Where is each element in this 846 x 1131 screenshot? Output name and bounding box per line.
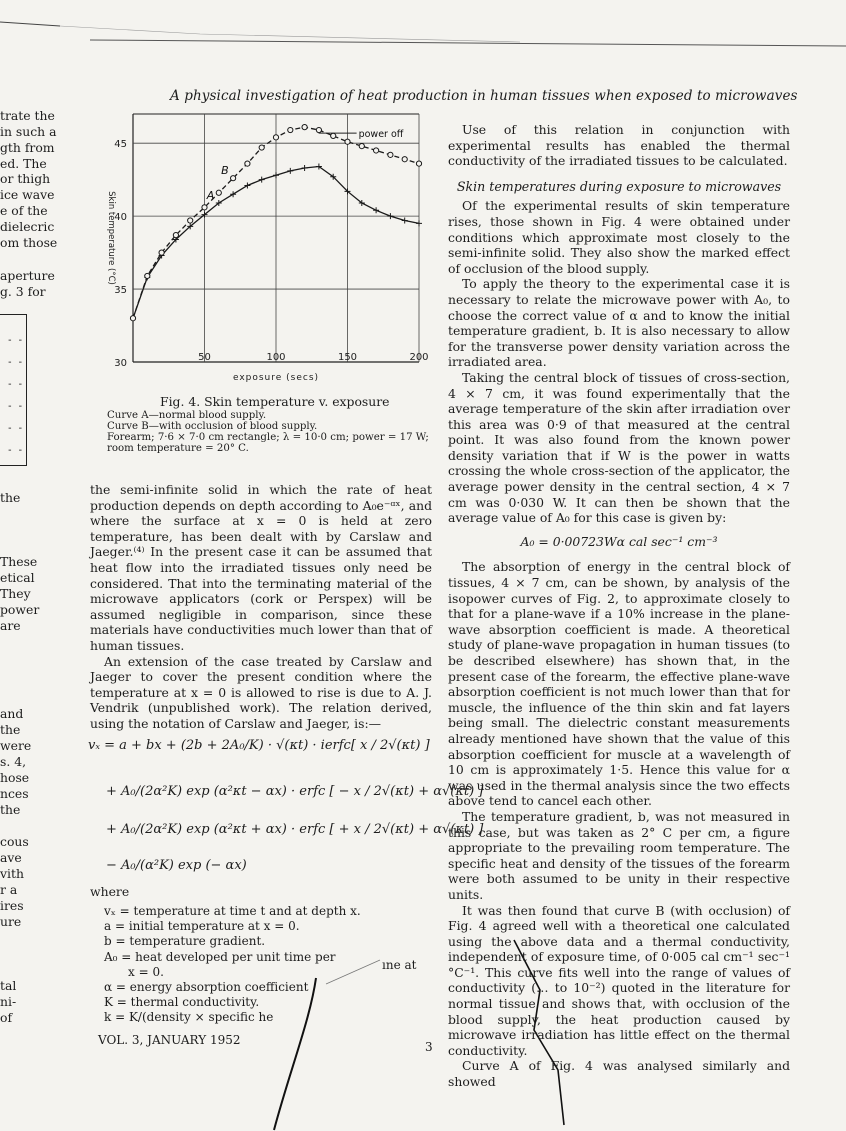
- x-axis-label: exposure (secs): [232, 373, 320, 383]
- definition: vₓ = temperature at time t and at depth x.: [104, 904, 361, 918]
- adjacent-page-fragment: aperture: [0, 268, 55, 283]
- data-point: [259, 177, 265, 183]
- definition-trail: ıne at: [382, 958, 417, 972]
- figure-note: Curve A—normal blood supply.: [107, 410, 267, 421]
- data-point: [388, 152, 393, 157]
- adjacent-page-fragment: ice wave: [0, 187, 55, 202]
- data-point: [245, 161, 250, 166]
- adjacent-page-fragment: These: [0, 554, 38, 569]
- series-label: B: [221, 164, 229, 178]
- definition: k = K/(density × specific he: [104, 1010, 274, 1025]
- equation-line-4: − A₀/(α²K) exp (− αx): [106, 858, 247, 873]
- paragraph: An extension of the case treated by Carslaw and Jaeger to cover the present condition where the temperature at x = 0 is allowed to rise is due to A. J. Vendrik (unpublished work). The relation derived, using the notation of Carslaw and Jaeger, is:—: [90, 653, 432, 731]
- data-point: [273, 172, 279, 178]
- data-point: [244, 182, 250, 188]
- paragraph: The temperature gradient, b, was not measured in this case, but was taken as 2° C per cm, a figure appropriate to the prevailing room temperature. The specific heat and density of the tissues of the forearm were both assumed to be unity in their respective units.: [448, 808, 790, 902]
- figure-note: Curve B—with occlusion of blood supply.: [107, 421, 318, 432]
- data-point: [145, 273, 150, 278]
- definition: a = initial temperature at x = 0.: [104, 919, 300, 934]
- adjacent-page-fragment: trate the: [0, 108, 55, 123]
- data-point: [231, 176, 236, 181]
- y-tick-label: 35: [114, 285, 127, 297]
- chart-labels: [106, 129, 404, 383]
- data-point: [402, 157, 407, 162]
- adjacent-page-fragment: vith: [0, 866, 24, 881]
- adjacent-page-fragment: hose: [0, 770, 30, 785]
- x-tick-label: 50: [198, 352, 211, 363]
- equation-line-2: + A₀/(2α²K) exp (α²κt − αx) · erfc [ − x / 2√(κt) + α√(κt) ]: [106, 784, 484, 799]
- data-point: [216, 190, 221, 195]
- paragraph: To apply the theory to the experimental case it is necessary to relate the microwave power with A₀, to choose the correct value of α and to know the initial temperature gradient, b. It is also necessary to allow for the transverse power density variation across the irradiated area.: [448, 276, 790, 370]
- running-head: A physical investigation of heat production in human tissues when exposed to microwaves: [170, 88, 798, 104]
- adjacent-page-fragment: g. 3 for: [0, 284, 46, 299]
- data-point: [345, 139, 350, 144]
- adjacent-page-fragment: or thigh: [0, 171, 51, 186]
- section-heading: Skin temperatures during exposure to microwaves: [456, 178, 782, 194]
- equation-line-3: + A₀/(2α²K) exp (α²κt + αx) · erfc [ + x / 2√(κt) + α√(κt) ]: [106, 822, 484, 837]
- data-point: [159, 250, 164, 255]
- data-point: [202, 205, 207, 210]
- paragraph: It was then found that curve B (with occlusion) of Fig. 4 agreed well with a theoretical one calculated using the above data and a thermal conductivity, independent of exposure time, of 0·005 cal cm⁻¹ sec⁻¹ °C⁻¹. This curve fits well into the range of values of conductivity (… to 10⁻²) quoted in the literature for normal tissue and shows that, with occlusion of the blood supply, the heat production caused by microwave irradiation has little effect on the thermal conductivity.: [448, 902, 790, 1058]
- adjacent-page-fragment: the: [0, 490, 21, 505]
- adjacent-page-fragment: cous: [0, 834, 29, 849]
- adjacent-page-fragment: etical: [0, 570, 35, 585]
- data-point: [302, 165, 308, 171]
- figure-4-chart: [95, 100, 435, 385]
- figure-note: Forearm; 7·6 × 7·0 cm rectangle; λ = 10·0 cm; power = 17 W;: [107, 432, 429, 443]
- adjacent-page-fragment: are: [0, 618, 21, 633]
- y-tick-label: 45: [114, 139, 127, 151]
- data-point: [230, 191, 236, 197]
- adjacent-page-fragment: s. 4,: [0, 754, 27, 769]
- where-label: where: [90, 884, 130, 899]
- equation-line-1: vₓ = a + bx + (2b + 2A₀/K) · √(κt) · ierfc[ x / 2√(κt) ]: [88, 738, 430, 753]
- adjacent-page-fragment: the: [0, 802, 21, 817]
- adjacent-page-fragment: ed. The: [0, 156, 47, 171]
- data-point: [359, 143, 364, 148]
- data-point: [374, 148, 379, 153]
- data-point: [416, 220, 422, 226]
- adjacent-page-fragment: dielecric: [0, 219, 55, 234]
- paragraph: Taking the central block of tissues of cross-section, 4 × 7 cm, it was found experimentally that the average temperature of the skin after irradiation over this area was 0·9 of that measured at the central point. It was also found from the known power density variation that if W is the power in watts crossing the whole cross-section of the applicator, the average power density in the central section, 4 × 7 cm was 0·030 W. It can then be shown that the average value of A₀ for this case is given by:: [448, 369, 790, 526]
- paragraph: Curve A of Fig. 4 was analysed similarly and showed: [448, 1058, 790, 1090]
- adjacent-page-fragment: tal: [0, 978, 17, 993]
- figure-caption: Fig. 4. Skin temperature v. exposure: [160, 394, 390, 409]
- data-point: [259, 145, 264, 150]
- adjacent-page-fragment: ave: [0, 850, 22, 865]
- data-point: [288, 127, 293, 132]
- data-point: [287, 168, 293, 174]
- adjacent-page-fragment: the: [0, 722, 21, 737]
- data-point: [316, 127, 321, 132]
- scan-edge-lines: [0, 0, 846, 60]
- adjacent-page-fragment: nces: [0, 786, 29, 801]
- definition: x = 0.: [128, 964, 164, 979]
- adjacent-page-fragment: r a: [0, 882, 18, 897]
- power-off-annotation: power off: [358, 129, 404, 141]
- adjacent-page-fragment: ires: [0, 898, 24, 913]
- y-axis-label: Skin temperature (°C): [106, 191, 116, 285]
- x-tick-label: 150: [337, 352, 358, 363]
- y-tick-label: 30: [114, 358, 127, 369]
- adjacent-page-fragment: and: [0, 706, 24, 721]
- data-point: [373, 207, 379, 213]
- adjacent-page-fragment: were: [0, 738, 32, 753]
- y-tick-label: 40: [114, 212, 127, 224]
- adjacent-page-fragment: They: [0, 586, 31, 601]
- page-number: 3: [425, 1040, 433, 1054]
- figure-note: room temperature = 20° C.: [107, 443, 249, 454]
- adjacent-page-table-fragment: - - - - - - - - - - - -: [0, 314, 27, 466]
- definition: A₀ = heat developed per unit time per: [104, 949, 336, 964]
- adjacent-page-fragment: gth from: [0, 140, 55, 155]
- pen-mark: [260, 940, 400, 1131]
- adjacent-page-fragment: ure: [0, 914, 22, 929]
- data-point: [173, 232, 178, 237]
- data-point: [273, 135, 278, 140]
- data-point: [402, 217, 408, 223]
- right-column-text: [448, 122, 790, 1090]
- adjacent-page-fragment: of: [0, 1010, 13, 1025]
- data-point: [188, 218, 193, 223]
- paragraph: The absorption of energy in the central block of tissues, 4 × 7 cm, can be shown, by analysis of the isopower curves of Fig. 2, to approximate closely to that for a plane-wave if a 10% increase in the plane-wave absorption coefficient is made. A theoretical study of plane-wave propagation in human tissues (to be described elsewhere) has shown that, in the present case of the forearm, the effective plane-wave absorption coefficient is not much lower than that for muscle, the influence of the thin skin and fat layers being small. The dielectric constant measurements already mentioned have shown that the value of this absorption coefficient for muscle at a wavelength of 10 cm is approximately 1·5. Hence this value for α was used in the thermal analysis since the two effects above tend to cancel each other.: [448, 559, 790, 809]
- adjacent-page-fragment: e of the: [0, 203, 48, 218]
- data-point: [416, 161, 421, 166]
- left-column-text: [90, 482, 432, 732]
- data-point: [387, 213, 393, 219]
- figure-notes: [107, 410, 429, 454]
- definition: b = temperature gradient.: [104, 934, 266, 949]
- equation-a0: A₀ = 0·00723Wα cal sec⁻¹ cm⁻³: [520, 533, 718, 549]
- x-tick-label: 200: [409, 352, 429, 363]
- adjacent-page-fragment: power: [0, 602, 40, 617]
- adjacent-page-fragment: om those: [0, 235, 58, 250]
- paragraph: Use of this relation in conjunction with experimental results has enabled the thermal conductivity of the irradiated tissues to be calculated.: [448, 122, 790, 169]
- paragraph: Of the experimental results of skin temperature rises, those shown in Fig. 4 were obtained under conditions which approximate most closely to the semi-infinite solid. They also show the marked effect of occlusion of the blood supply.: [448, 198, 790, 276]
- data-point: [130, 316, 135, 321]
- definition: K = thermal conductivity.: [104, 995, 260, 1010]
- paragraph: the semi-infinite solid in which the rate of heat production depends on depth according to A₀e⁻ᵅˣ, and where the surface at x = 0 is held at zero temperature, has been dealt with by Carslaw and Jaeger.⁽⁴⁾ In the present case it can be assumed that heat flow into the irradiated tissues only need be considered. That into the terminating material of the microwave applicators (cork or Perspex) will be assumed negligible in comparison, since these materials have conductivities much lower than that of human tissues.: [90, 482, 432, 653]
- adjacent-page-fragment: ni-: [0, 994, 17, 1009]
- data-point: [302, 125, 307, 130]
- x-tick-label: 100: [266, 352, 286, 363]
- volume-footer: VOL. 3, JANUARY 1952: [98, 1033, 241, 1047]
- data-point: [331, 133, 336, 138]
- series-label: A: [206, 188, 215, 202]
- definition: α = energy absorption coefficient: [104, 980, 309, 995]
- adjacent-page-fragment: in such a: [0, 124, 57, 139]
